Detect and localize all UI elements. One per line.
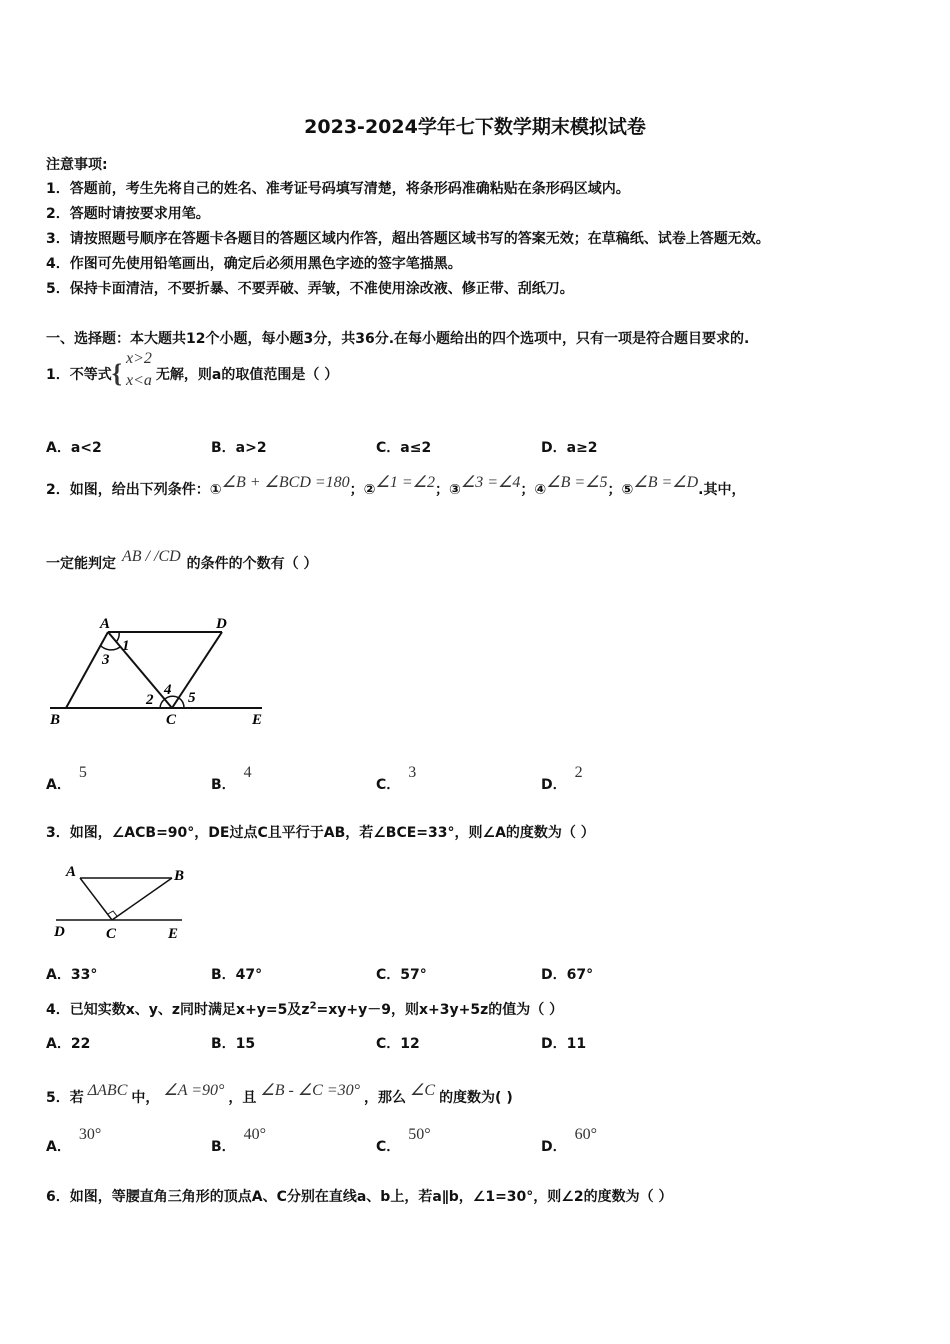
question-1 (46, 352, 338, 396)
label-angle-3: 3 (102, 652, 110, 668)
inequality-system (126, 348, 152, 392)
q2-tail: .其中， (698, 482, 746, 498)
q2-line2-prefix: 一定能判定 (46, 556, 116, 572)
page-title: 2023-2024学年七下数学期末模拟试卷 (304, 116, 646, 138)
section-heading: 一、选择题：本大题共12个小题，每小题3分，共36分.在每小题给出的四个选项中，只有一项是符合题目要求的. (46, 331, 750, 347)
option-label: D． (541, 1139, 567, 1155)
label-angle-1: 1 (122, 638, 130, 654)
option-label: B． (211, 1139, 236, 1155)
option-value: 60° (574, 1126, 598, 1143)
q3-option-a[interactable]: A．33° (46, 967, 98, 983)
q1-option-d[interactable]: D．a≥2 (541, 440, 598, 456)
label-b: B (50, 712, 61, 728)
q3-option-d[interactable]: D．67° (541, 967, 594, 983)
notice-item: 4．作图可先使用铅笔画出，确定后必须用黑色字迹的签字笔描黑。 (46, 256, 462, 272)
q5-option-c[interactable] (376, 1126, 431, 1156)
option-value: 50° (408, 1126, 431, 1143)
angle-arc-5 (179, 698, 184, 708)
q2-condition-5: ∠B =∠D (633, 474, 699, 491)
option-label: C． (376, 1139, 401, 1155)
notice-heading: 注意事项: (46, 157, 108, 173)
q1-ineq-bottom: x<a (126, 372, 152, 389)
option-label: A． (46, 1139, 71, 1155)
q5-triangle: ΔABC (87, 1082, 128, 1099)
option-label: B． (211, 777, 236, 793)
label-c: C (106, 926, 117, 942)
line-bc (112, 878, 172, 920)
label-c: C (166, 712, 177, 728)
q2-option-d[interactable] (541, 764, 583, 794)
option-value: 5 (78, 764, 87, 781)
q1-option-a[interactable]: A．a<2 (46, 440, 102, 456)
question-6: 6．如图，等腰直角三角形的顶点A、C分别在直线a、b上，若a∥b，∠1=30°，则∠2的度数为（ ） (46, 1189, 673, 1205)
option-value: 2 (574, 764, 583, 781)
q2-parallel-math: AB / /CD (122, 548, 181, 565)
q1-ineq-top: x>2 (126, 350, 152, 367)
q4-prefix: 4．已知实数x、y、z同时满足x+y=5及z (46, 1002, 310, 1018)
option-label: A． (46, 777, 71, 793)
q4-option-b[interactable]: B．15 (211, 1036, 256, 1052)
q2-figure (40, 612, 280, 730)
notice-item: 2．答题时请按要求用笔。 (46, 206, 210, 222)
q2-condition-2: ∠1 =∠2 (375, 474, 436, 491)
q3-option-b[interactable]: B．47° (211, 967, 263, 983)
q5-prefix: 5．若 (46, 1090, 84, 1106)
q2-sep: ；② (349, 482, 376, 498)
label-d: D (54, 924, 65, 940)
q5-text: ，且 (228, 1090, 257, 1106)
q2-condition-3: ∠3 =∠4 (460, 474, 521, 491)
q2-condition-4: ∠B =∠5 (546, 474, 608, 491)
q1-option-c[interactable]: C．a≤2 (376, 440, 432, 456)
question-2-line1 (46, 472, 745, 499)
question-3: 3．如图，∠ACB=90°，DE过点C且平行于AB，若∠BCE=33°，则∠A的度数为（ ） (46, 825, 595, 841)
question-5 (46, 1080, 513, 1107)
label-a: A (100, 616, 111, 632)
q1-suffix: 无解，则a的取值范围是（ ） (155, 367, 339, 383)
q5-text: 的度数为( ) (439, 1090, 513, 1106)
q2-line2-suffix: 的条件的个数有（ ） (186, 556, 318, 572)
q4-exponent: 2 (309, 1000, 317, 1012)
q1-option-b[interactable]: B．a>2 (211, 440, 267, 456)
q2-sep: ；③ (435, 482, 461, 498)
option-value: 30° (78, 1126, 102, 1143)
q3-figure (46, 858, 206, 944)
q4-option-a[interactable]: A．22 (46, 1036, 91, 1052)
option-label: D． (541, 777, 567, 793)
label-d: D (216, 616, 227, 632)
line-ac (80, 878, 112, 920)
q4-option-d[interactable]: D．11 (541, 1036, 587, 1052)
q2-prefix: 2．如图，给出下列条件：① (46, 482, 222, 498)
q3-option-c[interactable]: C．57° (376, 967, 427, 983)
angle-arc-1 (116, 632, 119, 642)
right-angle-mark (108, 911, 117, 916)
q1-prefix: 1．不等式 (46, 367, 112, 383)
notice-item: 5．保持卡面清洁，不要折暴、不要弄破、弄皱，不准使用涂改液、修正带、刮纸刀。 (46, 281, 574, 297)
line-ac (108, 632, 172, 708)
q5-angle-diff: ∠B - ∠C =30° (260, 1082, 361, 1099)
line-ab (66, 632, 108, 708)
question-2-line2 (46, 548, 318, 573)
label-angle-5: 5 (188, 690, 196, 706)
q2-condition-1: ∠B + ∠BCD =180 (221, 474, 350, 491)
angle-arc-2 (160, 699, 165, 708)
q2-sep: ；⑤ (607, 482, 634, 498)
option-value: 4 (243, 764, 252, 781)
q2-sep: ；④ (520, 482, 547, 498)
label-b: B (174, 868, 185, 884)
option-value: 3 (408, 764, 417, 781)
option-value: 40° (243, 1126, 267, 1143)
q4-suffix: =xy+y－9，则x+3y+5z的值为（ ） (316, 1002, 564, 1018)
q4-option-c[interactable]: C．12 (376, 1036, 420, 1052)
q5-option-b[interactable] (211, 1126, 266, 1156)
brace-symbol: { (111, 359, 122, 388)
q2-option-b[interactable] (211, 764, 252, 794)
angle-arc-3 (100, 645, 120, 650)
label-e: E (252, 712, 263, 728)
question-4 (46, 999, 563, 1019)
line-dc (172, 632, 222, 708)
label-a: A (66, 864, 77, 880)
notice-item: 3．请按照题号顺序在答题卡各题目的答题区域内作答，超出答题区域书写的答案无效；在草稿纸、试卷上答题无效。 (46, 231, 770, 247)
label-e: E (168, 926, 179, 942)
q5-text: 中， (131, 1090, 160, 1106)
label-angle-4: 4 (164, 682, 172, 698)
q5-angle-a: ∠A =90° (163, 1082, 225, 1099)
notice-item: 1．答题前，考生先将自己的姓名、准考证号码填写清楚，将条形码准确粘贴在条形码区域内。 (46, 181, 630, 197)
q2-option-a[interactable] (46, 764, 87, 794)
q2-option-c[interactable] (376, 764, 416, 794)
q5-option-d[interactable] (541, 1126, 597, 1156)
q5-option-a[interactable] (46, 1126, 101, 1156)
q5-angle-c: ∠C (410, 1082, 436, 1099)
option-label: C． (376, 777, 401, 793)
label-angle-2: 2 (146, 692, 154, 708)
q5-text: ，那么 (364, 1090, 407, 1106)
